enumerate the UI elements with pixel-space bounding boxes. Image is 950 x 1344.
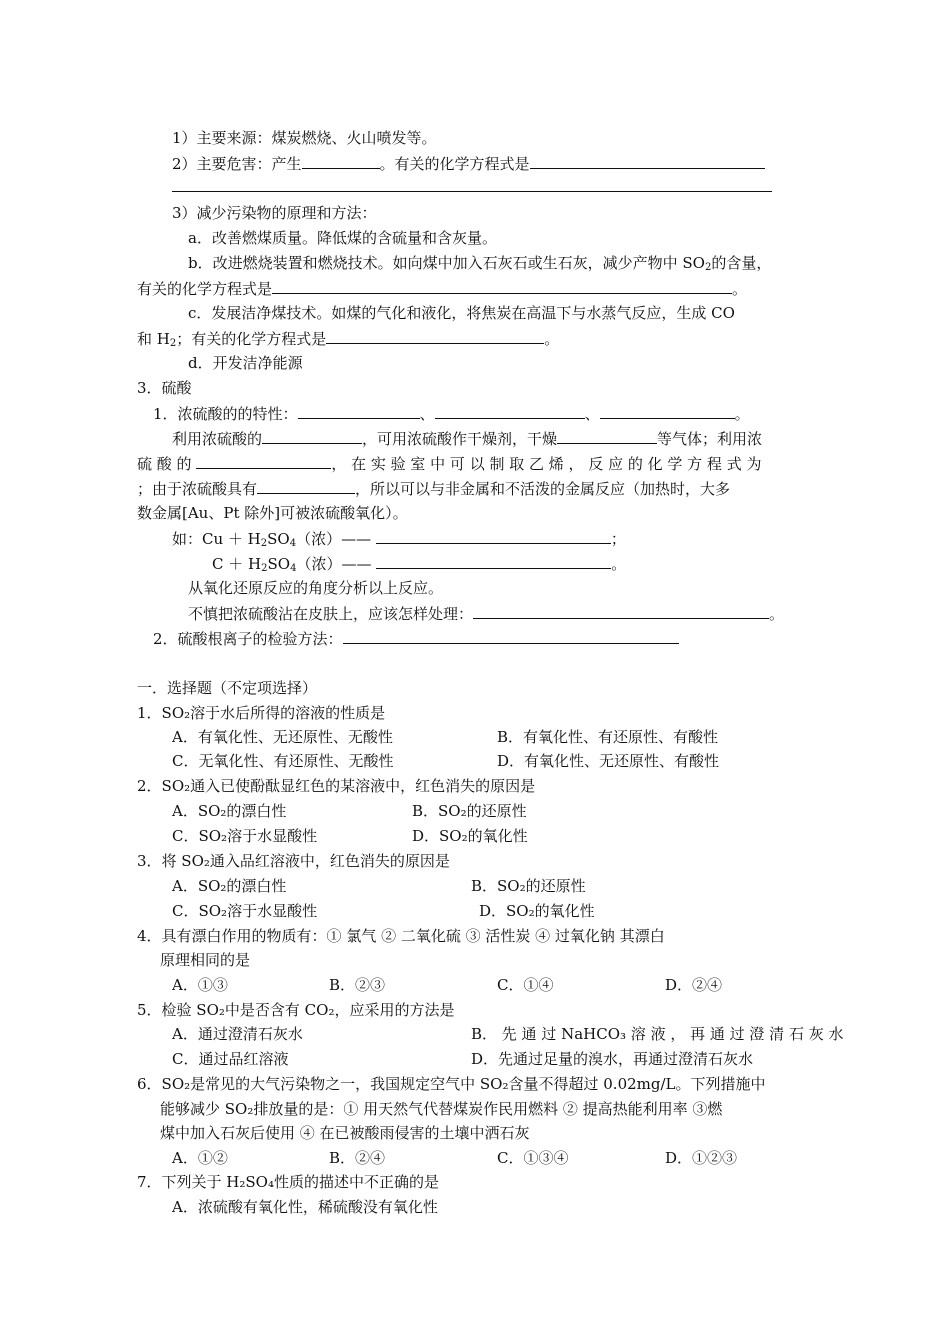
- question-6-line3: 煤中加入石灰后使用 ④ 在已被酸雨侵害的土壤中洒石灰: [160, 1124, 530, 1142]
- q5-option-d[interactable]: D．先通过足量的溴水，再通过澄清石灰水: [471, 1050, 754, 1068]
- q5-option-c[interactable]: C．通过品红溶液: [172, 1050, 289, 1068]
- method-c-line1: c．发展洁净煤技术。如煤的气化和液化，将焦炭在高温下与水蒸气反应，生成 CO: [188, 304, 735, 322]
- question-4-line2: 原理相同的是: [160, 951, 251, 969]
- q4-option-b[interactable]: B．②③: [329, 976, 386, 994]
- carbon-equation: $C + H_2SO_4$（浓）—— 。: [212, 555, 627, 574]
- q3-option-a[interactable]: A．SO₂的漂白性: [172, 877, 287, 895]
- q2-option-c[interactable]: C．SO₂溶于水显酸性: [172, 827, 318, 845]
- acid-use-line2: 硫 酸 的 ， 在 实 验 室 中 可 以 制 取 乙 烯 ， 反 应 的 化 学 方 程 式 为: [137, 455, 762, 473]
- harm-line: [172, 153, 765, 174]
- ethylene-property-blank[interactable]: [196, 453, 331, 469]
- acid-use-line3: ；由于浓硫酸具有 ，所以可以与非金属和不活泼的金属反应（加热时，大多: [137, 480, 731, 498]
- q6-option-b[interactable]: B．②④: [329, 1149, 386, 1167]
- question-1: 1．SO₂溶于水后所得的溶液的性质是: [137, 704, 386, 722]
- method-c-equation-blank[interactable]: [326, 328, 544, 344]
- q6-option-d[interactable]: D．①②③: [665, 1149, 738, 1167]
- skin-treatment-line: 不慎把浓硫酸沾在皮肤上，应该怎样处理： 。: [188, 605, 785, 623]
- harm-equation-label: 。有关的化学方程式是: [379, 155, 530, 173]
- q7-option-a[interactable]: A．浓硫酸有氧化性，稀硫酸没有氧化性: [172, 1198, 438, 1216]
- question-4-line1: 4．具有漂白作用的物质有：① 氯气 ② 二氧化硫 ③ 活性炭 ④ 过氧化钠 其漂白: [137, 927, 665, 945]
- q3-option-b[interactable]: B．SO₂的还原性: [471, 877, 586, 895]
- method-c-line2: 和 $H_2$；有关的化学方程式是 。: [137, 330, 560, 349]
- harm-label: 2）主要危害：产生: [172, 155, 302, 173]
- acid-heading: 3．硫酸: [137, 379, 192, 397]
- question-3: 3．将 SO₂通入品红溶液中，红色消失的原因是: [137, 852, 450, 870]
- copper-equation: 如：$Cu + H_2SO_4$（浓）—— ；: [172, 530, 626, 549]
- q1-option-c[interactable]: C．无氧化性、有还原性、无酸性: [172, 752, 394, 770]
- sulfate-test-blank[interactable]: [343, 628, 679, 644]
- q6-option-a[interactable]: A．①②: [172, 1149, 228, 1167]
- q3-option-d[interactable]: D．SO₂的氧化性: [479, 902, 595, 920]
- reduce-heading: 3）减少污染物的原理和方法：: [172, 204, 377, 222]
- quiz-heading: 一．选择题（不定项选择）: [137, 679, 318, 697]
- copper-equation-blank[interactable]: [376, 528, 611, 544]
- question-2: 2．SO₂通入已使酚酞显红色的某溶液中，红色消失的原因是: [137, 777, 536, 795]
- q1-option-b[interactable]: B．有氧化性、有还原性、有酸性: [497, 728, 719, 746]
- q3-option-c[interactable]: C．SO₂溶于水显酸性: [172, 902, 318, 920]
- q4-option-a[interactable]: A．①③: [172, 976, 228, 994]
- method-b-equation-blank[interactable]: [272, 278, 732, 294]
- sulfate-test-line: 2．硫酸根离子的检验方法：: [153, 628, 679, 649]
- q2-option-d[interactable]: D．SO₂的氧化性: [412, 827, 528, 845]
- q4-option-c[interactable]: C．①④: [497, 976, 554, 994]
- drying-property-blank[interactable]: [262, 428, 362, 444]
- oxidizing-property-blank[interactable]: [257, 478, 355, 494]
- harm-equation-blank[interactable]: [530, 153, 765, 169]
- acid-use-line4: 数金属[Au、Pt 除外]可被浓硫酸氧化）。: [137, 504, 408, 522]
- acid-properties-line: 1．浓硫酸的的特性： 、 、 。: [153, 405, 750, 423]
- question-6-line1: 6．SO₂是常见的大气污染物之一，我国规定空气中 SO₂含量不得超过 0.02mg/L。下列措施中: [137, 1075, 766, 1093]
- q2-option-b[interactable]: B．SO₂的还原性: [412, 802, 527, 820]
- method-b-line1: b．改进燃烧装置和燃烧技术。如向煤中加入石灰石或生石灰，减少产物中 $SO_2$的含量，: [188, 254, 772, 273]
- method-a: a．改善燃煤质量。降低煤的含硫量和含灰量。: [188, 229, 497, 247]
- skin-treatment-blank[interactable]: [473, 603, 769, 619]
- question-6-line2: 能够减少 SO₂排放量的是：① 用天然气代替煤炭作民用燃料 ② 提高热能利用率 ③燃: [160, 1100, 723, 1118]
- q1-option-a[interactable]: A．有氧化性、无还原性、无酸性: [172, 728, 393, 746]
- q2-option-a[interactable]: A．SO₂的漂白性: [172, 802, 287, 820]
- acid-use-line1: 利用浓硫酸的 ，可用浓硫酸作干燥剂，干燥 等气体；利用浓: [172, 430, 763, 448]
- question-7: 7．下列关于 H₂SO₄性质的描述中不正确的是: [137, 1173, 439, 1191]
- property-blank-2[interactable]: [435, 403, 585, 419]
- q1-option-d[interactable]: D．有氧化性、无还原性、有酸性: [497, 752, 720, 770]
- source-line: 1）主要来源：煤炭燃烧、火山喷发等。: [172, 129, 437, 147]
- dried-gases-blank[interactable]: [557, 428, 657, 444]
- property-blank-3[interactable]: [600, 403, 735, 419]
- property-blank-1[interactable]: [298, 403, 420, 419]
- harm-blank[interactable]: [302, 153, 380, 169]
- q6-option-c[interactable]: C．①③④: [497, 1149, 569, 1167]
- harm-equation-blank-continued[interactable]: [172, 191, 772, 192]
- q4-option-d[interactable]: D．②④: [665, 976, 723, 994]
- redox-analysis: 从氧化还原反应的角度分析以上反应。: [188, 579, 444, 597]
- method-b-line2: 有关的化学方程式是 。: [137, 280, 748, 298]
- q5-option-a[interactable]: A．通过澄清石灰水: [172, 1025, 303, 1043]
- q5-option-b[interactable]: B． 先 通 过 NaHCO₃ 溶 液 ， 再 通 过 澄 清 石 灰 水: [471, 1025, 844, 1043]
- method-d: d．开发洁净能源: [188, 354, 303, 372]
- question-5: 5．检验 SO₂中是否含有 CO₂，应采用的方法是: [137, 1001, 455, 1019]
- carbon-equation-blank[interactable]: [376, 553, 611, 569]
